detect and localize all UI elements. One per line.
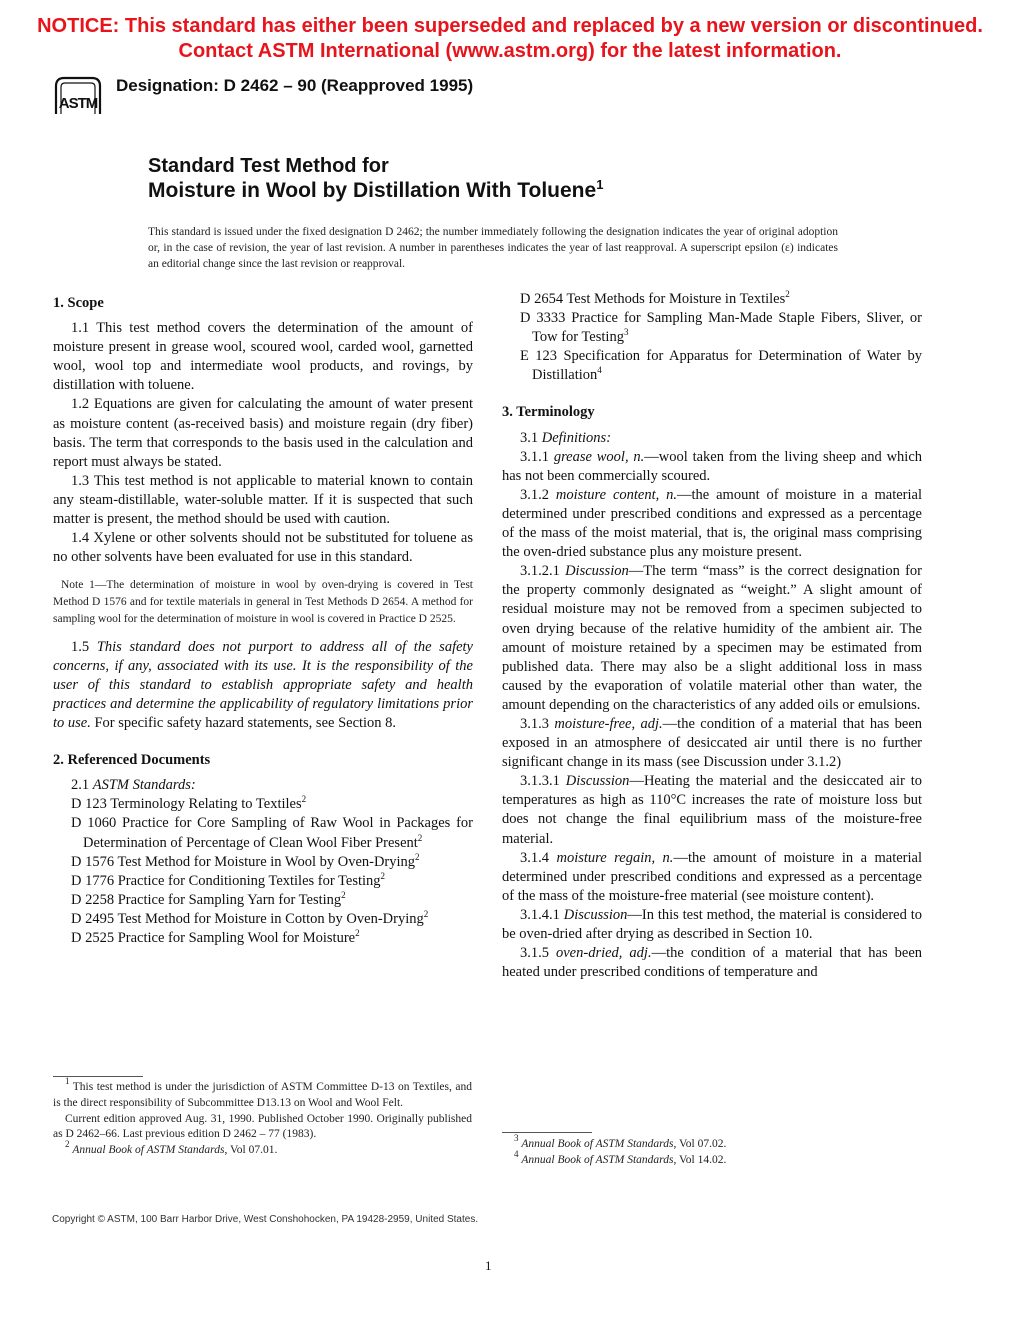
scope-1-5 bbox=[53, 638, 473, 733]
ref-item-d3333: D 3333 Practice for Sampling Man-Made Staple Fibers, Sliver, or Tow for Testing$^3$ bbox=[520, 310, 922, 346]
title-line-1: Standard Test Method for bbox=[148, 155, 389, 177]
footnote-2: $^2$ Annual Book of ASTM Standards, Vol 07.01. bbox=[65, 1139, 278, 1157]
safety-reference: For specific safety hazard statements, see Section 8. bbox=[94, 715, 397, 732]
note-1-label: Note 1 bbox=[61, 579, 95, 592]
notice-line-1: NOTICE: This standard has either been superseded and replaced by a new version or discontinued. bbox=[37, 15, 983, 37]
ref-item-e123: E 123 Specification for Apparatus for Determination of Water by Distillation$^4$ bbox=[520, 348, 922, 384]
footnote-1: $^1$ This test method is under the jurisdiction of ASTM Committee D-13 on Textiles, and is the direct responsibility of Subcommittee D13.13 on Wool and Wool Felt. bbox=[53, 1076, 472, 1109]
term-3-1-2-1: 3.1.2.1 Discussion—The term “mass” is the correct designation for the property commonly designated as “weight.” A slight amount of residual moisture may not be removed from a specimen subjected to oven drying because of the relative humidity of the ambient air. The amount of moisture retained by a specimen may be estimated from published data. There may also be a slight additional loss in mass caused by the evaporation of volatile material other than water, the amount depending on the characteristics of any added oils or emulsions. bbox=[502, 563, 923, 713]
refs-2-1-label: ASTM Standards: bbox=[92, 777, 196, 794]
document-title bbox=[148, 154, 908, 204]
ref-item-d2258: D 2258 Practice for Sampling Yarn for Testing$^2$ bbox=[71, 889, 346, 908]
term-3-1-3: 3.1.3 moisture-free, adj.—the condition of a material that has been exposed in an atmosphere of desiccated air until there is no further significant change in its mass (see Discussion under 3.1.2) bbox=[502, 715, 923, 771]
title-footnote-mark: 1 bbox=[596, 177, 604, 192]
section-heading-scope: 1. Scope bbox=[53, 295, 104, 311]
scope-1-4: 1.4 Xylene or other solvents should not be substituted for toluene as no other solvents have been evaluated for use in this standard. bbox=[53, 530, 473, 566]
left-column bbox=[53, 292, 473, 948]
term-3-1-4: 3.1.4 moisture regain, n.—the amount of moisture in a material determined under prescribed conditions and expressed as a percentage of the mass of the moisture-free material (see moisture content). bbox=[502, 849, 922, 904]
note-1 bbox=[53, 577, 473, 627]
footnote-3: $^3$ Annual Book of ASTM Standards, Vol 07.02. bbox=[514, 1133, 727, 1150]
ref-item-d1776: D 1776 Practice for Conditioning Textiles for Testing$^2$ bbox=[71, 870, 386, 889]
scope-1-3: 1.3 This test method is not applicable to material known to contain any steam-distillable, water-soluble matter. If it is suspected that such matter is present, the method should be used with caution. bbox=[53, 472, 473, 528]
designation: Designation: D 2462 – 90 (Reapproved 1995) bbox=[116, 76, 474, 95]
footnote-1-edition: Current edition approved Aug. 31, 1990. Published October 1990. Originally published as D 2462–66. Last previous edition D 2462 – 77 (1983). bbox=[53, 1112, 472, 1141]
ref-item-d1576: D 1576 Test Method for Moisture in Wool by Oven-Drying$^2$ bbox=[71, 851, 420, 870]
term-3-1-3-1: 3.1.3.1 Discussion—Heating the material and the desiccated air to temperatures as high as 110°C increases the rate of moisture loss but does not change the final equilibrium mass of the moisture-free material. bbox=[502, 773, 922, 847]
issuance-note: This standard is issued under the fixed designation D 2462; the number immediately following the designation indicates the year of original adoption or, in the case of revision, the year of last revision. A number in parentheses indicates the year of last reapproval. A superscript epsilon (ε) indicates an editorial change since the last revision or reapproval. bbox=[148, 226, 838, 270]
footnotes-right bbox=[502, 1133, 921, 1169]
refs-2-1-num: 2.1 bbox=[71, 777, 90, 794]
footnotes-left bbox=[53, 1076, 472, 1159]
title-main: Moisture in Wool by Distillation With Toluene bbox=[148, 179, 597, 202]
right-column bbox=[502, 290, 922, 982]
notice-line-2: Contact ASTM International (www.astm.org) for the latest information. bbox=[178, 40, 842, 62]
astm-logo-icon bbox=[52, 74, 104, 122]
supersession-notice bbox=[0, 14, 1020, 64]
term-3-1-1: 3.1.1 grease wool, n.—wool taken from the living sheep and which has not been commercially scoured. bbox=[502, 448, 923, 484]
scope-1-5-num: 1.5 bbox=[71, 638, 90, 655]
section-heading-referenced-documents: 2. Referenced Documents bbox=[53, 752, 211, 769]
scope-1-2: 1.2 Equations are given for calculating the amount of water present as moisture content (as-received basis) and moisture regain (dry fiber) basis. The term that corresponds to the basis used in the calculation and report must always be stated. bbox=[53, 396, 473, 470]
refs-2-1 bbox=[53, 776, 473, 795]
term-3-1-2: 3.1.2 moisture content, n.—the amount of moisture in a material determined under prescribed conditions and expressed as a percentage of the mass of the moist material, that is, the original mass comprising the oven-dried substance plus any moisture present. bbox=[502, 486, 922, 561]
safety-caveat: This standard does not purport to address all of the safety concerns, if any, associated with its use. It is the responsibility of the user of this standard to establish appropriate safety and health practices and determine the applicability of regulatory limitations prior to use. bbox=[53, 638, 473, 732]
ref-item-d1060: D 1060 Practice for Core Sampling of Raw Wool in Packages for Determination of Percentage of Clean Wool Fiber Present$^2$ bbox=[71, 815, 473, 851]
ref-item-d2654: D 2654 Test Methods for Moisture in Textiles$^2$ bbox=[520, 289, 790, 307]
footnote-4: $^4$ Annual Book of ASTM Standards, Vol 14.02. bbox=[514, 1148, 727, 1166]
logo-text: ASTM bbox=[58, 95, 98, 112]
term-3-1-4-1: 3.1.4.1 Discussion—In this test method, the material is considered to be oven-dried after drying as described in Section 10. bbox=[502, 906, 922, 942]
scope-1-1: 1.1 This test method covers the determination of the amount of moisture present in grease wool, scoured wool, carded wool, garnetted wool, wool top and intermediate wool products, and rovings, by distillation with toluene. bbox=[53, 320, 473, 394]
ref-item-d123: D 123 Terminology Relating to Textiles$^2$ bbox=[71, 794, 307, 813]
ref-item-d2525: D 2525 Practice for Sampling Wool for Moisture$^2$ bbox=[71, 928, 360, 947]
term-3-1: 3.1 Definitions: bbox=[520, 429, 612, 446]
section-heading-terminology: 3. Terminology bbox=[502, 404, 595, 421]
title-line-2 bbox=[148, 178, 908, 204]
note-1-text: —The determination of moisture in wool by oven-drying is covered in Test Method D 1576 and for textile materials in general in Test Methods D 2654. A method for sampling wool for the determination of moisture in wool is covered in Practice D 2525. bbox=[53, 579, 473, 625]
term-3-1-5: 3.1.5 oven-dried, adj.—the condition of a material that has been heated under prescribed conditions of temperature and bbox=[502, 945, 923, 981]
ref-item-d2495: D 2495 Test Method for Moisture in Cotton by Oven-Drying$^2$ bbox=[71, 908, 429, 927]
page-number: 1 bbox=[485, 1258, 492, 1273]
copyright-line: Copyright © ASTM, 100 Barr Harbor Drive, West Conshohocken, PA 19428-2959, United States. bbox=[52, 1214, 479, 1225]
